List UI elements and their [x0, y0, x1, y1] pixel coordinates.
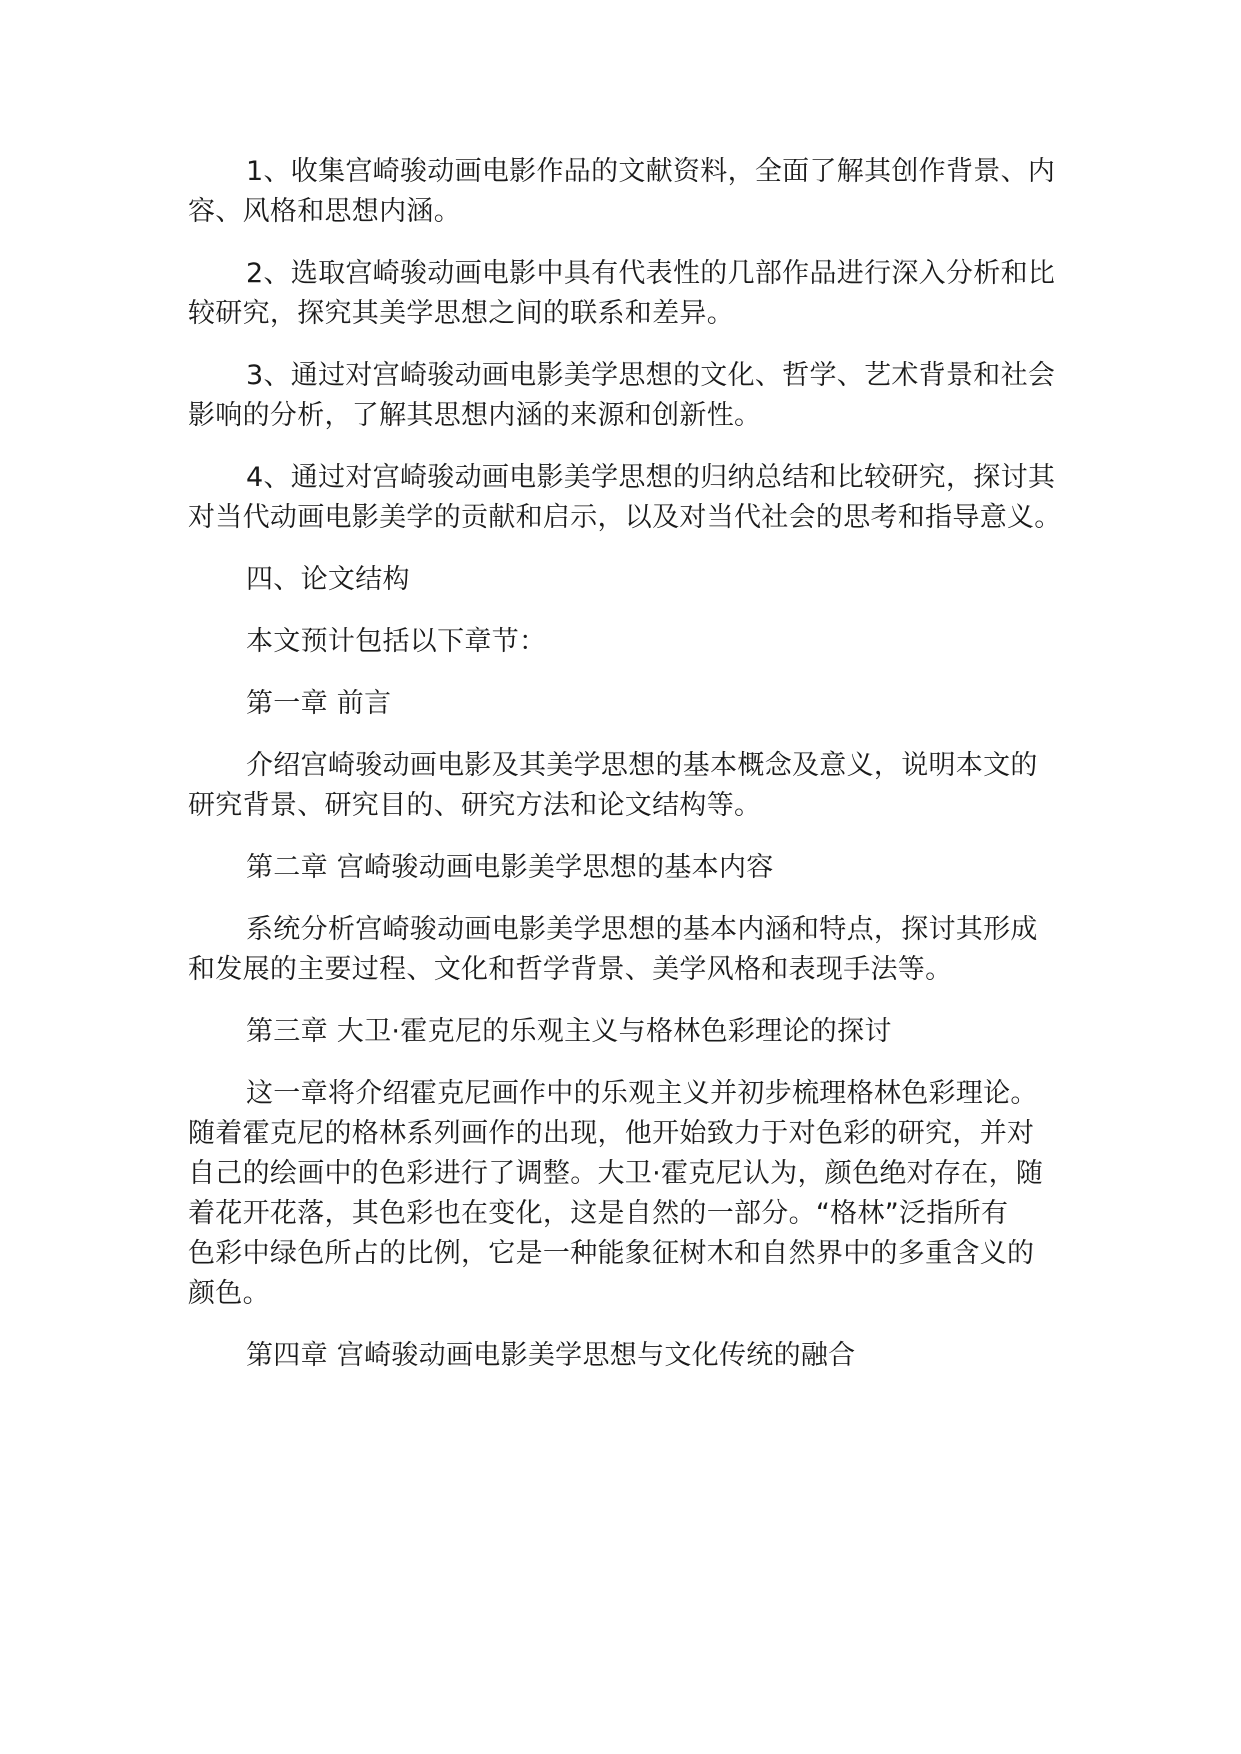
text-line: 对当代动画电影美学的贡献和启示，以及对当代社会的思考和指导意义。	[188, 502, 1062, 533]
text-line: 4、通过对宫崎骏动画电影美学思想的归纳总结和比较研究，探讨其	[246, 462, 1056, 493]
text-line: 随着霍克尼的格林系列画作的出现，他开始致力于对色彩的研究，并对	[188, 1118, 1035, 1149]
text-line: 第二章 宫崎骏动画电影美学思想的基本内容	[246, 852, 774, 883]
list-item-2	[188, 254, 1068, 334]
document-body	[188, 152, 1068, 1398]
chapter-4-heading	[188, 1336, 1068, 1376]
text-line: 第三章 大卫·霍克尼的乐观主义与格林色彩理论的探讨	[246, 1016, 892, 1047]
text-line: 这一章将介绍霍克尼画作中的乐观主义并初步梳理格林色彩理论。	[246, 1078, 1038, 1109]
text-line: 系统分析宫崎骏动画电影美学思想的基本内涵和特点，探讨其形成	[246, 914, 1038, 945]
text-line: 颜色。	[188, 1278, 270, 1309]
section-heading	[188, 560, 1068, 600]
text-line: 2、选取宫崎骏动画电影中具有代表性的几部作品进行深入分析和比	[246, 258, 1056, 289]
text-line: 着花开花落，其色彩也在变化，这是自然的一部分。“格林”泛指所有	[188, 1198, 1009, 1229]
text-line: 研究背景、研究目的、研究方法和论文结构等。	[188, 790, 762, 821]
text-line: 容、风格和思想内涵。	[188, 196, 461, 227]
list-item-4	[188, 458, 1068, 538]
text-line: 四、论文结构	[246, 564, 410, 595]
chapter-1-description	[188, 746, 1068, 826]
chapter-1-heading	[188, 684, 1068, 724]
text-line: 第四章 宫崎骏动画电影美学思想与文化传统的融合	[246, 1340, 856, 1371]
chapter-3-description	[188, 1074, 1068, 1314]
text-line: 第一章 前言	[246, 688, 392, 719]
text-line: 介绍宫崎骏动画电影及其美学思想的基本概念及意义，说明本文的	[246, 750, 1038, 781]
chapter-2-heading	[188, 848, 1068, 888]
chapter-2-description	[188, 910, 1068, 990]
chapter-3-heading	[188, 1012, 1068, 1052]
text-line: 3、通过对宫崎骏动画电影美学思想的文化、哲学、艺术背景和社会	[246, 360, 1056, 391]
text-line: 自己的绘画中的色彩进行了调整。大卫·霍克尼认为，颜色绝对存在，随	[188, 1158, 1044, 1189]
text-line: 较研究，探究其美学思想之间的联系和差异。	[188, 298, 734, 329]
list-item-3	[188, 356, 1068, 436]
text-line: 影响的分析，了解其思想内涵的来源和创新性。	[188, 400, 762, 431]
text-line: 和发展的主要过程、文化和哲学背景、美学风格和表现手法等。	[188, 954, 953, 985]
list-item-1	[188, 152, 1068, 232]
section-intro	[188, 622, 1068, 662]
text-line: 1、收集宫崎骏动画电影作品的文献资料，全面了解其创作背景、内	[246, 156, 1056, 187]
text-line: 本文预计包括以下章节：	[246, 626, 547, 657]
text-line: 色彩中绿色所占的比例，它是一种能象征树木和自然界中的多重含义的	[188, 1238, 1035, 1269]
